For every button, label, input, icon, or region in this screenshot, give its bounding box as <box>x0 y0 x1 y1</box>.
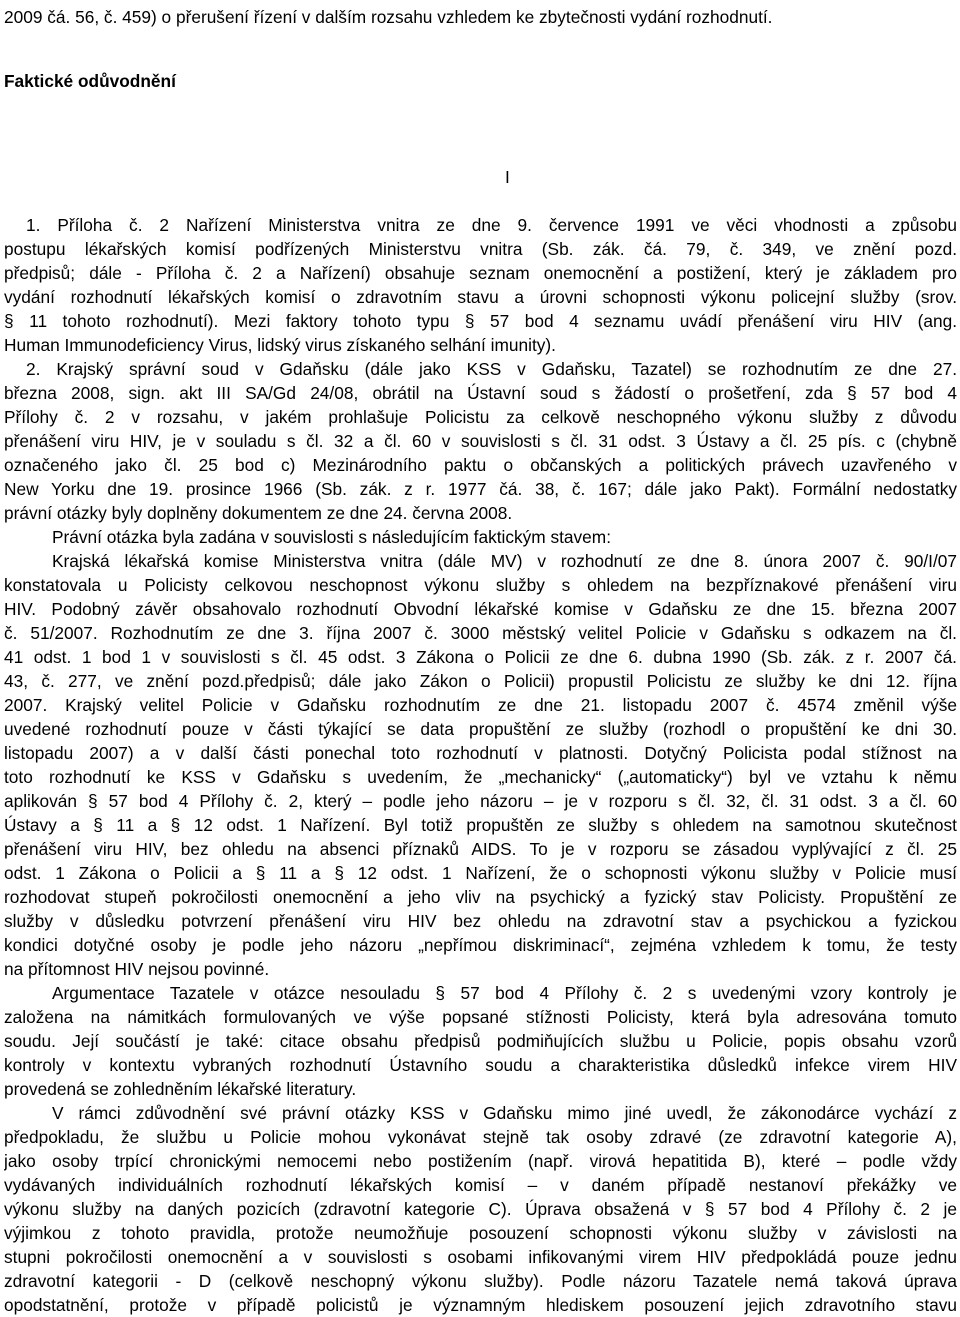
section-numeral: I <box>505 167 510 187</box>
paragraph-line: označeného jako čl. 25 bod c) Mezinárodního paktu o občanských a politických právech uzavřeného v <box>4 455 957 475</box>
paragraph-line: postupu lékařských komisí podřízených Ministerstvu vnitra (Sb. zák. čá. 79, č. 349, ve znění pozd. <box>4 239 957 259</box>
paragraph-line: přenášení viru HIV, je v souladu s čl. 32 a čl. 60 v souvislosti s čl. 31 odst. 3 Ústavy a čl. 25 pís. c (chybně <box>4 431 957 451</box>
paragraph-line: zdravotní kategorii - D (celkově neschopný výkonu služby). Podle názoru Tazatele nemá taková úprava <box>4 1271 957 1291</box>
paragraph-line: toto rozhodnutí ke KSS v Gdaňsku s uvedením, že „mechanicky“ („automaticky“) byl ve vztahu k němu <box>4 767 957 787</box>
paragraph-line: provedená se zohledněním lékařské literatury. <box>4 1079 357 1099</box>
paragraph-line: uvedené rozhodnutí pouze v části týkající se data propuštění ze služby (rozhodl o propuštění ke dni 30. <box>4 719 957 739</box>
paragraph-line: výkonu služby na daných pozicích (zdravotní kategorie C). Úprava obsažená v § 57 bod 4 Přílohy č. 2 je <box>4 1199 957 1219</box>
paragraph-line: služby v důsledku potvrzení přenášení viru HIV bez ohledu na zdravotní stav a psychickou a fyzickou <box>4 911 957 931</box>
paragraph-line: 43, č. 277, ve znění pozd.předpisů; dále jako Zákon o Policii) propustil Policistu ze služby ke dni 12. října <box>4 671 957 691</box>
paragraph-line: kontroly v kontextu vybraných rozhodnutí Ústavního soudu a charakteristika důsledků infekce virem HIV <box>4 1055 957 1075</box>
paragraph-line: března 2008, sign. akt III SA/Gd 24/08, obrátil na Ústavní soud s žádostí o prošetření, zda § 57 bod 4 <box>4 383 957 403</box>
paragraph-line: přenášení viru HIV, bez ohledu na absenci příznaků AIDS. To je v rozporu se zásadou vyplývající z čl. 25 <box>4 839 957 859</box>
paragraph-line: 1. Příloha č. 2 Nařízení Ministerstva vnitra ze dne 9. července 1991 ve věci vhodnosti a způsobu <box>26 215 957 235</box>
paragraph-line: vydávaných individuálních rozhodnutí lékařských komisí – v daném případě nestanoví překážky ve <box>4 1175 957 1195</box>
paragraph-line: právní otázky byly doplněny dokumentem ze dne 24. června 2008. <box>4 503 513 523</box>
paragraph-line: předpokladu, že službu u Policie mohou vykonávat stejně tak osoby zdravé (ze zdravotní kategorie A), <box>4 1127 957 1147</box>
paragraph-line: aplikován § 57 bod 4 Přílohy č. 2, který – podle jeho názoru – je v rozporu s čl. 32, čl. 31 odst. 3 a čl. 60 <box>4 791 957 811</box>
paragraph-line: V rámci zdůvodnění své právní otázky KSS v Gdaňsku mimo jiné uvedl, že zákonodárce vychází z <box>52 1103 957 1123</box>
paragraph-line: opodstatnění, protože v případě policistů je významným hlediskem posouzení jejich zdravotního stavu <box>4 1295 957 1315</box>
paragraph-line: Argumentace Tazatele v otázce nesouladu § 57 bod 4 Přílohy č. 2 s uvedenými vzory kontroly je <box>52 983 957 1003</box>
document-first-line: 2009 čá. 56, č. 459) o přerušení řízení v dalším rozsahu vzhledem ke zbytečnosti vydání rozhodnutí. <box>4 7 773 27</box>
paragraph-line: založena na námitkách formulovaných ve výše popsané stížnosti Policisty, která byla adresována tomuto <box>4 1007 957 1027</box>
paragraph-line: vydání rozhodnutí lékařských komisí o zdravotním stavu a úrovni schopnosti výkonu policejní služby (srov. <box>4 287 957 307</box>
paragraph-line: rozhodovat stupeň pokročilosti onemocnění a jeho vliv na psychický a fyzický stav Policisty. Propuštění ze <box>4 887 957 907</box>
paragraph-line: konstatovala u Policisty celkovou neschopnost výkonu služby s ohledem na bezpříznakové přenášení viru <box>4 575 957 595</box>
paragraph-line: odst. 1 Zákona o Policii a § 11 a § 12 odst. 1 Nařízení, že o schopnosti výkonu služby v Policie musí <box>4 863 957 883</box>
paragraph-line: kondici dotyčné osoby je podle jeho názoru „nepřímou diskriminací“, zejména vzhledem k tomu, že testy <box>4 935 957 955</box>
paragraph-line: Human Immunodeficiency Virus, lidský virus získaného selhání imunity). <box>4 335 556 355</box>
paragraph-line: soudu. Její součástí je také: citace obsahu předpisů podmiňujících službu u Policie, popis obsahu vzorů <box>4 1031 957 1051</box>
paragraph-line: Přílohy č. 2 v rozsahu, v jakém prohlašuje Policistu za celkově neschopného výkonu služby z důvodu <box>4 407 957 427</box>
paragraph-line: předpisů; dále - Příloha č. 2 a Nařízení) obsahuje seznam onemocnění a postižení, který je základem pro <box>4 263 957 283</box>
paragraph-line: listopadu 2007) a v další části ponechal toto rozhodnutí v platnosti. Dotyčný Policista podal stížnost na <box>4 743 957 763</box>
paragraph-line: § 11 tohoto rozhodnutí). Mezi faktory tohoto typu § 57 bod 4 seznamu uvádí přenášení viru HIV (ang. <box>4 311 957 331</box>
paragraph-line: jako osoby trpící chronickými nemocemi nebo postižením (např. virová hepatitida B), které – podle vždy <box>4 1151 957 1171</box>
paragraph-line: na přítomnost HIV nejsou povinné. <box>4 959 270 979</box>
paragraph-line: výjimkou z tohoto pravidla, protože neumožňuje posouzení schopnosti výkonu služby v závislosti na <box>4 1223 957 1243</box>
paragraph-line: 2. Krajský správní soud v Gdaňsku (dále jako KSS v Gdaňsku, Tazatel) se rozhodnutím ze dne 27. <box>26 359 957 379</box>
paragraph-line: Právní otázka byla zadána v souvislosti s následujícím faktickým stavem: <box>52 527 611 547</box>
paragraph-line: New Yorku dne 19. prosince 1966 (Sb. zák. z r. 1977 čá. 38, č. 167; dále jako Pakt). Formální nedostatky <box>4 479 957 499</box>
paragraph-line: 2007. Krajský velitel Policie v Gdaňsku rozhodnutím ze dne 21. listopadu 2007 č. 4574 změnil výše <box>4 695 957 715</box>
paragraph-line: č. 51/2007. Rozhodnutím ze dne 3. října 2007 č. 3000 městský velitel Policie v Gdaňsku s odkazem na čl. <box>4 623 957 643</box>
paragraph-line: Krajská lékařská komise Ministerstva vnitra (dále MV) v rozhodnutí ze dne 8. února 2007 č. 90/I/07 <box>52 551 957 571</box>
paragraph-line: 41 odst. 1 bod 1 v souvislosti s čl. 45 odst. 3 Zákona o Policii ze dne 6. dubna 1990 (Sb. zák. z r. 2007 čá. <box>4 647 957 667</box>
paragraph-line: stupni pokročilosti onemocnění a v souvislosti s osobami infikovanými virem HIV předpokládá pouze jednu <box>4 1247 957 1267</box>
paragraph-line: Ústavy a § 11 a § 12 odst. 1 Nařízení. Byl totiž propuštěn ze služby s ohledem na samotnou skutečnost <box>4 815 957 835</box>
paragraph-line: HIV. Podobný závěr obsahovalo rozhodnutí Obvodní lékařské komise v Gdaňsku ze dne 15. března 2007 <box>4 599 957 619</box>
section-heading: Faktické odůvodnění <box>4 71 176 91</box>
